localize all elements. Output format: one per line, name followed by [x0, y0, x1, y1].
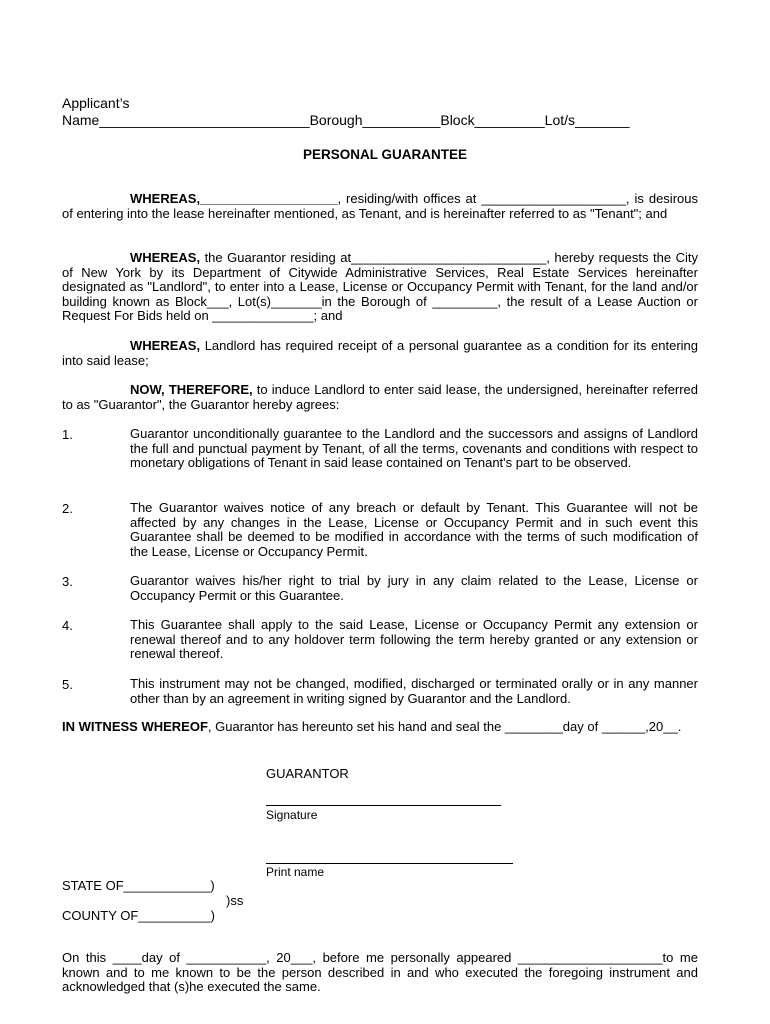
whereas-clause-2: [62, 251, 698, 324]
applicant-label: Applicant’s: [62, 95, 130, 111]
item-3-number: 3.: [62, 574, 73, 589]
witness-text: , Guarantor has hereunto set his hand and seal the ________day of ______,20__.: [207, 719, 682, 734]
item-5-number: 5.: [62, 677, 73, 692]
item-4-number: 4.: [62, 618, 73, 633]
county-of-line: COUNTY OF__________): [62, 908, 215, 923]
item-2-text: The Guarantor waives notice of any breach or default by Tenant. This Guarantee will not be affected by any changes in the Lease, License or Occupancy Permit and in such event this Guarantee shall be deemed to be modified in accordance with the terms of such modification of the Lease, License or Occupancy Permit.: [130, 500, 698, 559]
whereas-1-lead: WHEREAS,___________________: [130, 191, 338, 206]
whereas-2-text: the Guarantor residing at___________________________, hereby requests the City of New York by its Department of Citywide Administrative Services, Real Estate Services hereinafter designated as "Landlord", to enter into a Lease, License or Occupancy Permit with Tenant, for the land and/or building known as Block___, Lot(s)_______in the Borough of _________, the result of a Lease Auction or Request For Bids held on ______________; and: [62, 250, 698, 324]
whereas-clause-1: [62, 192, 698, 221]
whereas-3-lead: WHEREAS,: [130, 338, 201, 353]
witness-lead: IN WITNESS WHEREOF: [62, 719, 208, 734]
whereas-clause-3: [62, 339, 698, 368]
state-of-line: STATE OF____________): [62, 878, 215, 893]
print-name-label: Print name: [266, 865, 325, 879]
item-5-text: This instrument may not be changed, modified, discharged or terminated orally or in any manner other than by an agreement in writing signed by Guarantor and the Landlord.: [130, 676, 698, 706]
signature-line: [266, 805, 501, 806]
guarantor-label: GUARANTOR: [266, 766, 349, 781]
item-1-text: Guarantor unconditionally guarantee to the Landlord and the successors and assigns of Landlord the full and punctual payment by Tenant, of all the terms, covenants and conditions with respect to monetary obligations of Tenant in said lease contained on Tenant's part to be observed.: [130, 426, 698, 471]
whereas-3-text: Landlord has required receipt of a personal guarantee as a condition for its entering into said lease;: [62, 338, 698, 368]
print-name-line: [266, 863, 513, 864]
ss-marker: )ss: [226, 893, 244, 908]
now-therefore-text: to induce Landlord to enter said lease, the undersigned, hereinafter referred to as "Guarantor", the Guarantor hereby agrees:: [62, 382, 698, 412]
whereas-1-text: , residing/with offices at ____________________, is desirous of entering into the lease hereinafter mentioned, as Tenant, and is hereinafter referred to as "Tenant"; and: [62, 191, 698, 221]
now-therefore-clause: [62, 383, 698, 412]
now-therefore-lead: NOW, THEREFORE,: [130, 382, 253, 397]
applicant-name-line: Name___________________________Borough__________Block_________Lot/s_______: [62, 112, 630, 128]
signature-label: Signature: [266, 808, 318, 822]
document-title: PERSONAL GUARANTEE: [302, 147, 468, 162]
witness-clause: [62, 720, 698, 735]
whereas-2-lead: WHEREAS,: [130, 250, 201, 265]
acknowledgment-clause: On this ____day of ___________, 20___, before me personally appeared ____________________to me known and to me known to be the person described in and who executed the foregoing instrument and acknowledged that (s)he executed the same.: [62, 950, 698, 995]
item-4-text: This Guarantee shall apply to the said Lease, License or Occupancy Permit any extension or renewal thereof and to any holdover term following the term hereby granted or any extension or renewal thereof.: [130, 617, 698, 662]
item-1-number: 1.: [62, 427, 73, 442]
item-3-text: Guarantor waives his/her right to trial by jury in any claim related to the Lease, License or Occupancy Permit or this Guarantee.: [130, 573, 698, 603]
item-2-number: 2.: [62, 501, 73, 516]
